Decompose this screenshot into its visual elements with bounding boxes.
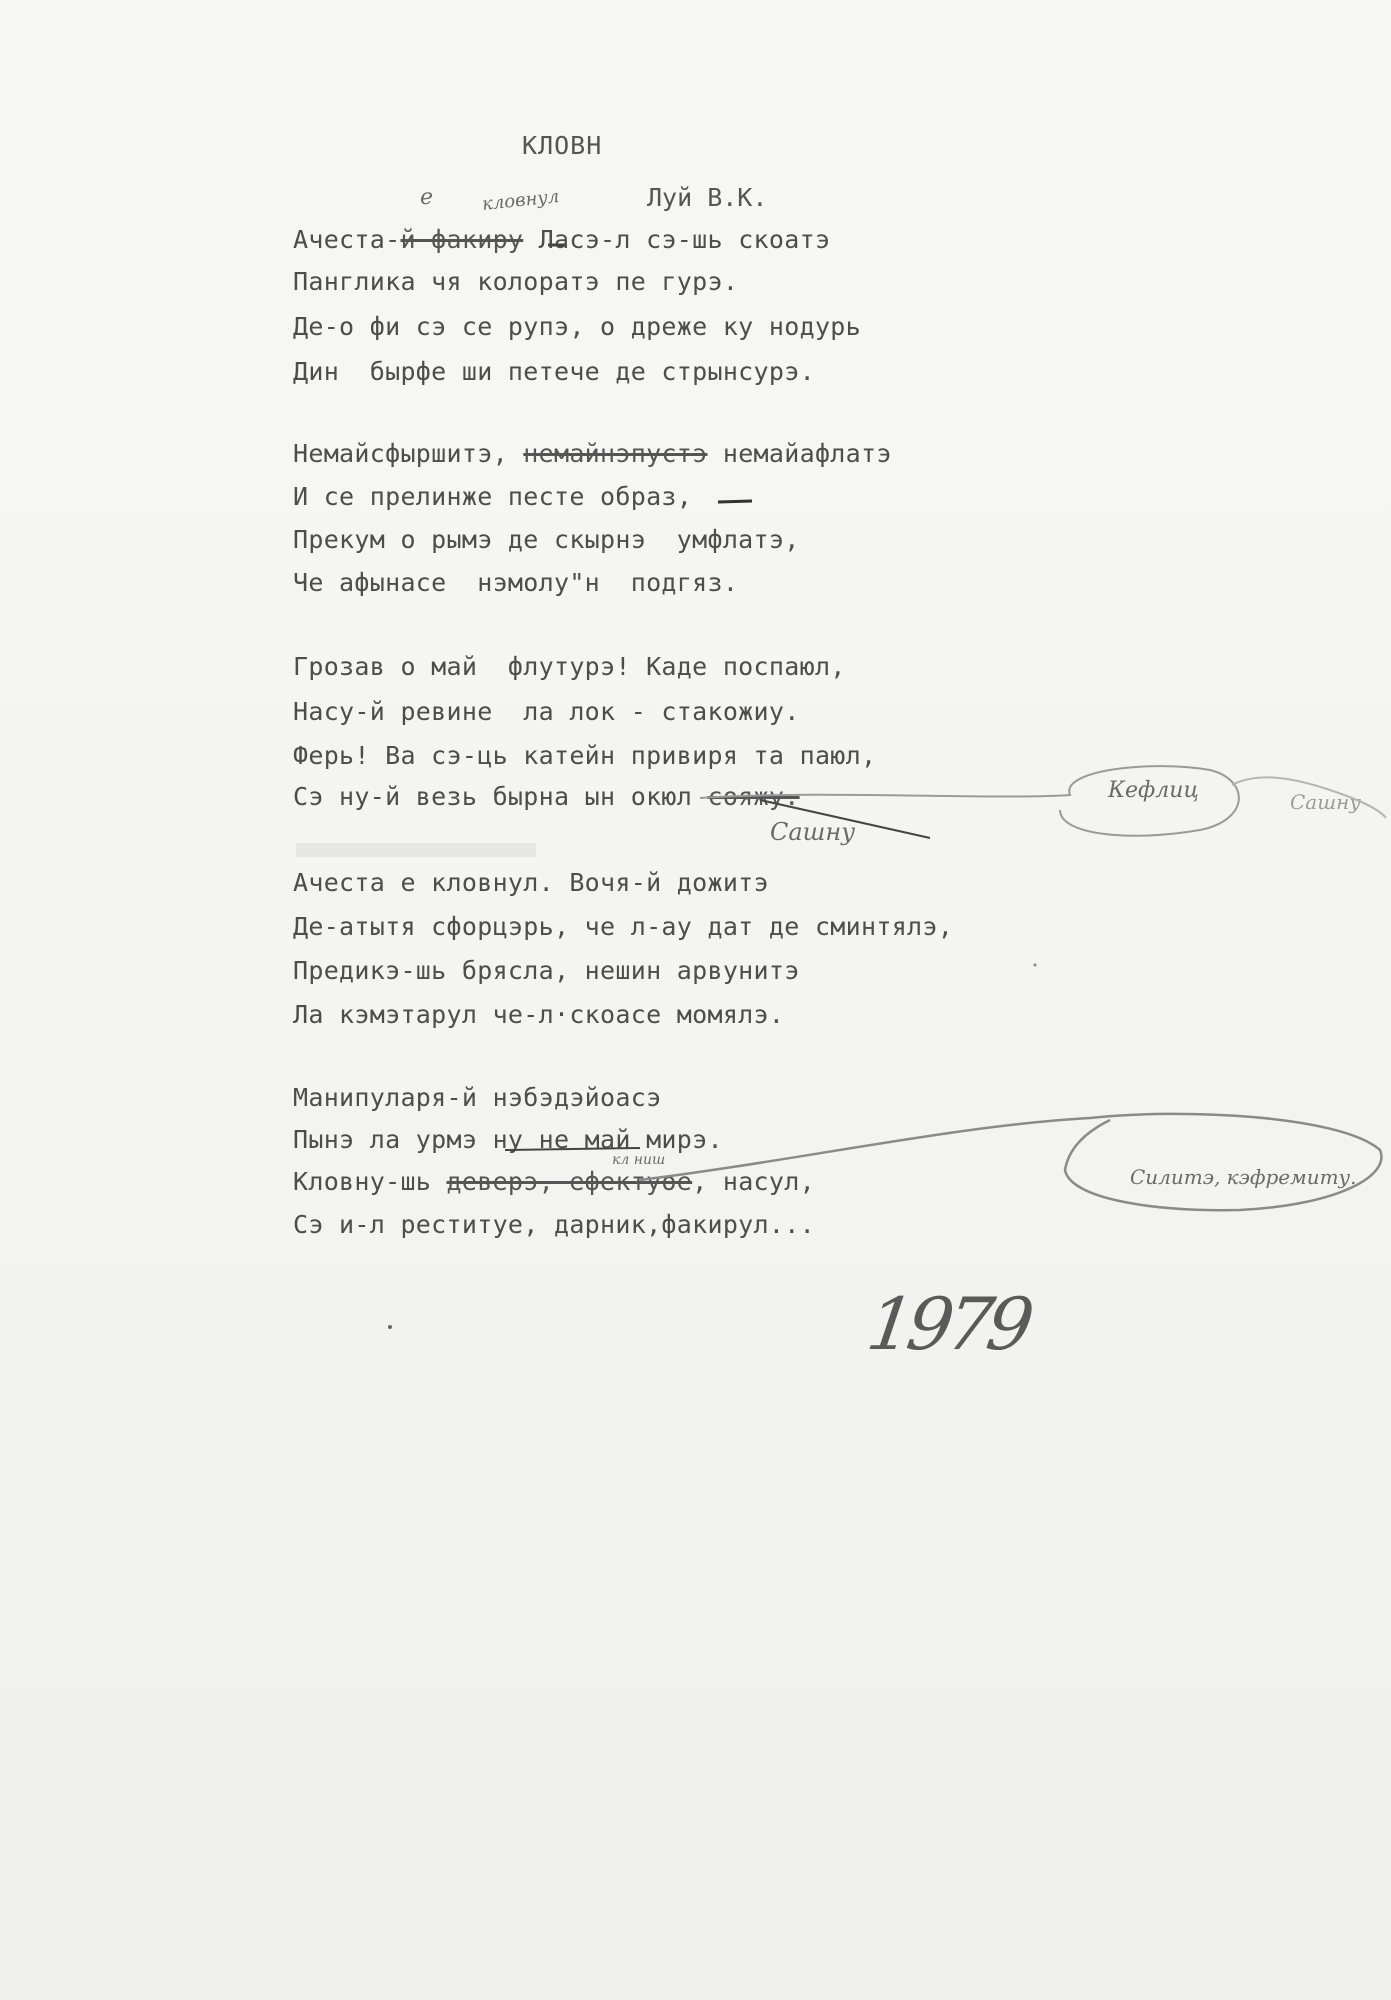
handwritten-year: 1979 <box>862 1282 1034 1366</box>
poem-line: Де-о фи сэ се рупэ, о дреже ку нодурь <box>293 312 861 341</box>
handwritten-note-kl: кл ниш <box>612 1152 666 1168</box>
handwritten-margin-note-1: Кефлиц <box>1108 778 1199 803</box>
poem-line <box>293 782 800 811</box>
poem-line: И се прелинже песте образ, <box>293 482 693 511</box>
handwritten-margin-note-2: Сашну <box>1290 790 1361 814</box>
poem-line <box>293 439 892 468</box>
struck-text: й факиру <box>400 225 524 254</box>
struck-text: деверэ, ефектуое <box>446 1167 693 1196</box>
poem-line: Предикэ-шь брясла, нешин арвунитэ <box>293 956 800 985</box>
poem-line: Ла кэмэтарул че-л·скоасе момялэ. <box>293 1000 785 1029</box>
poem-line: Грозав о май флутурэ! Каде поспаюл, <box>293 652 846 681</box>
poem-line-part: Сэ ну-й везь бырна ын окюл <box>293 782 708 811</box>
handwritten-note-soare: Сашну <box>770 818 856 846</box>
poem-line <box>293 1167 815 1196</box>
poem-line: Манипуларя-й нэбэдэйоасэ <box>293 1083 662 1112</box>
poem-line: Прекум о рымэ де скырнэ умфлатэ, <box>293 525 800 554</box>
poem-line-part: Кловну-шь <box>293 1167 447 1196</box>
handwritten-note-e: е <box>420 185 434 210</box>
poem-line: Насу-й ревине ла лок - стакожиу. <box>293 697 800 726</box>
poem-line-part: Ачеста- <box>293 225 401 254</box>
poem-line: Панглика чя колоратэ пе гурэ. <box>293 267 739 296</box>
struck-text: сояжу. <box>707 782 800 811</box>
poem-title: КЛОВН <box>522 131 603 160</box>
struck-text: немайнэпустэ <box>523 439 708 468</box>
poem-line-part: Немайсфыршитэ, <box>293 439 524 468</box>
poem-line <box>293 225 830 254</box>
poem-line: Ферь! Ва сэ-ць катейн привиря та паюл, <box>293 741 877 770</box>
handwritten-note-kloun: кловнул <box>481 186 561 215</box>
poem-line: Пынэ ла урмэ ну не май мирэ. <box>293 1125 723 1154</box>
poem-line: Сэ и-л реституе, дарник,факирул... <box>293 1210 815 1239</box>
poem-line-part: Ласэ-л сэ-шь скоатэ <box>538 225 831 254</box>
poem-line-part: , насул, <box>692 1167 815 1196</box>
poem-author: Луй В.К. <box>647 183 768 212</box>
poem-line: Де-атытя сфорцэрь, че л-ау дат де сминтялэ, <box>293 912 954 941</box>
handwritten-margin-note-3: Силитэ, кэфремиту. <box>1130 1165 1357 1189</box>
poem-line: Дин бырфе ши петече де стрынсурэ. <box>293 357 815 386</box>
poem-line-part: немайафлатэ <box>707 439 892 468</box>
poem-line: Ачеста е кловнул. Вочя-й дожитэ <box>293 868 769 897</box>
poem-line: Че афынасе нэмолу"н подгяз. <box>293 568 739 597</box>
